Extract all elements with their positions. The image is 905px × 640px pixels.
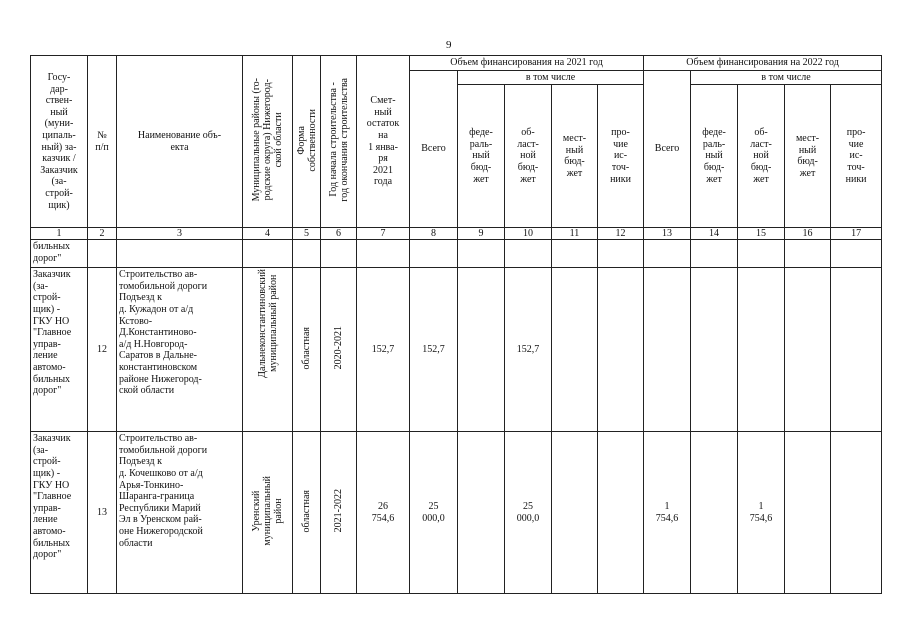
federal-2021-cell [458,432,505,594]
total-2022-cell [644,268,691,432]
object-name-cell: Строительство ав- томобильной дороги Подъезд к д. Кужадон от а/д Кстово- Д.Константиново- а/д Н.Новгород- Саратов в Дальне- константиновском районе Нижегород- ской области [117,268,243,432]
total-2022-cell: 1 754,6 [644,432,691,594]
other-2022-cell [831,268,882,432]
federal-2022-cell [691,268,738,432]
customer-cell: Заказчик (за- строй- щик) - ГКУ НО "Главное управ- ление автомо- бильных дорог" [31,268,88,432]
header-estimate: Смет- ный остаток на 1 янва- ря 2021 года [357,56,410,228]
col-number: 9 [458,228,505,240]
total-2021-cell: 152,7 [410,268,458,432]
district-cell: Уренский муниципальный район [243,432,293,594]
regional-2022-cell: 1 754,6 [738,432,785,594]
col-number: 11 [552,228,598,240]
regional-2021-cell: 25 000,0 [505,432,552,594]
header-financing-2022: Объем финансирования на 2022 год [644,56,882,71]
federal-2022-cell [691,432,738,594]
header-other-2021: про- чие ис- точ- ники [598,85,644,228]
col-number: 17 [831,228,882,240]
other-2021-cell [598,268,644,432]
local-2021-cell [552,268,598,432]
header-local-2022: мест- ный бюд- жет [785,85,831,228]
row-number: 13 [88,432,117,594]
financing-table [30,55,882,594]
header-local-2021: мест- ный бюд- жет [552,85,598,228]
col-number: 16 [785,228,831,240]
header-financing-2021: Объем финансирования на 2021 год [410,56,644,71]
other-2021-cell [598,432,644,594]
header-regional-2022: об- ласт- ной бюд- жет [738,85,785,228]
estimate-cell: 152,7 [357,268,410,432]
col-number: 12 [598,228,644,240]
col-number: 10 [505,228,552,240]
col-number: 8 [410,228,458,240]
col-number: 3 [117,228,243,240]
col-number: 7 [357,228,410,240]
regional-2022-cell [738,268,785,432]
col-number: 5 [293,228,321,240]
column-numbers-row [31,228,882,240]
header-other-2022: про- чие ис- точ- ники [831,85,882,228]
row-number: 12 [88,268,117,432]
col-number: 6 [321,228,357,240]
table-row [31,268,882,432]
col-number: 4 [243,228,293,240]
col-number: 14 [691,228,738,240]
col-number: 15 [738,228,785,240]
years-cell: 2020-2021 [321,268,357,432]
header-total-2022: Всего [644,70,691,228]
local-2021-cell [552,432,598,594]
col-number: 2 [88,228,117,240]
federal-2021-cell [458,268,505,432]
other-2022-cell [831,432,882,594]
header-total-2021: Всего [410,70,458,228]
customer-cell: бильных дорог" [31,240,88,268]
district-cell: Дальнеконстантиновский муниципальный район [243,268,293,432]
total-2021-cell: 25 000,0 [410,432,458,594]
years-cell: 2021-2022 [321,432,357,594]
page-number: 9 [446,39,452,51]
col-number: 13 [644,228,691,240]
header-incl-2021: в том числе [458,70,644,85]
header-customer: Госу- дар- ствен- ный (муни- ципаль- ный) за- казчик / Заказчик (за- строй- щик) [31,56,88,228]
customer-cell: Заказчик (за- строй- щик) - ГКУ НО "Главное управ- ление автомо- бильных дорог" [31,432,88,594]
header-regional-2021: об- ласт- ной бюд- жет [505,85,552,228]
local-2022-cell [785,432,831,594]
header-years: Год начала строительства - год окончания строительства [321,56,357,228]
ownership-cell: областная [293,268,321,432]
header-federal-2022: феде- раль- ный бюд- жет [691,85,738,228]
header-district: Муниципальные районы (го- родские округа) Нижегород- ской области [243,56,293,228]
header-incl-2022: в том числе [691,70,882,85]
regional-2021-cell: 152,7 [505,268,552,432]
object-name-cell: Строительство ав- томобильной дороги Подъезд к д. Кочешково от а/д Арья-Тонкино- Шаранга-граница Республики Марий Эл в Уренском рай- оне Нижегородской области [117,432,243,594]
header-ownership: Форма собственности [293,56,321,228]
header-federal-2021: феде- раль- ный бюд- жет [458,85,505,228]
header-number: № п/п [88,56,117,228]
estimate-cell: 26 754,6 [357,432,410,594]
col-number: 1 [31,228,88,240]
ownership-cell: областная [293,432,321,594]
table-row [31,432,882,594]
local-2022-cell [785,268,831,432]
table-row [31,240,882,268]
header-object-name: Наименование объ- екта [117,56,243,228]
